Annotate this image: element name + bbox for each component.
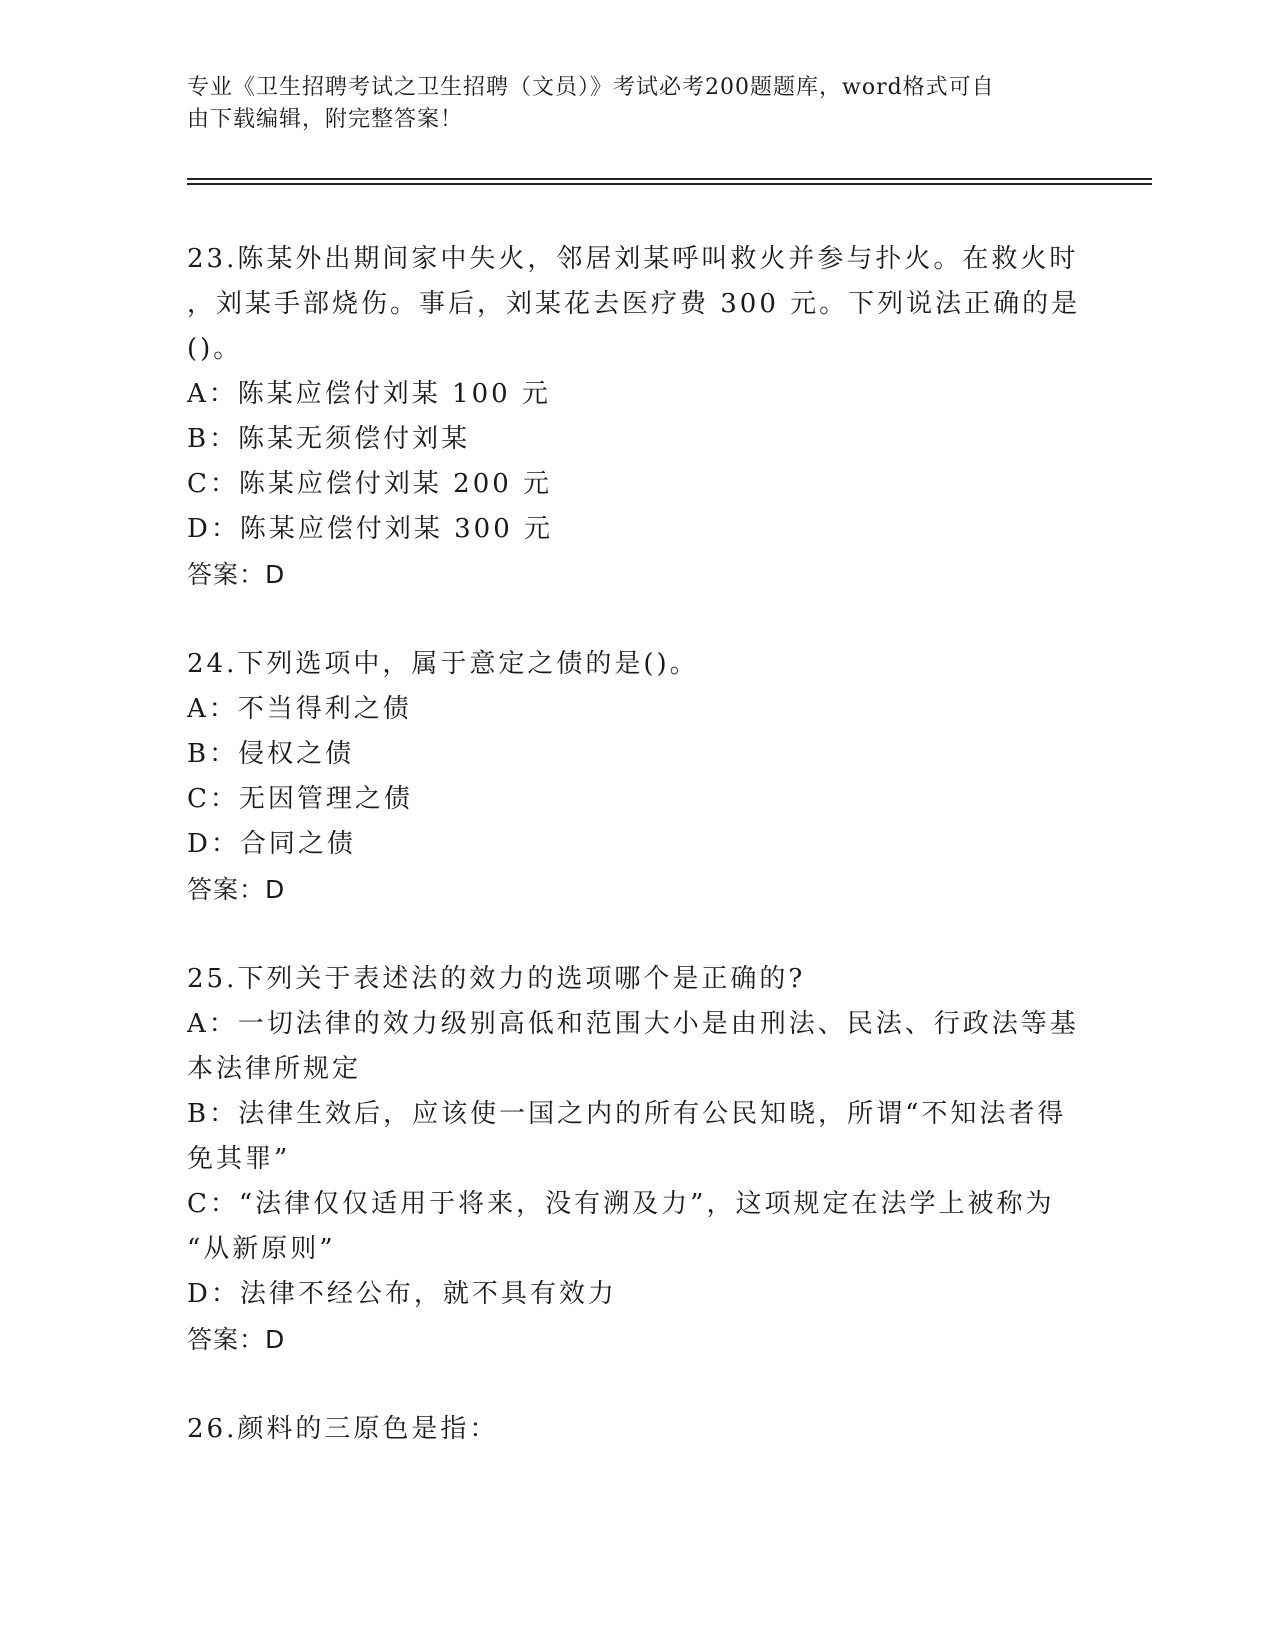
option-c: C：“法律仅仅适用于将来，没有溯及力”，这项规定在法学上被称为 [187, 1189, 1055, 1219]
option-d: D：法律不经公布，就不具有效力 [187, 1279, 617, 1309]
option-a: A：陈某应偿付刘某 100 元 [187, 379, 551, 409]
option-c: C：陈某应偿付刘某 200 元 [187, 469, 553, 499]
question-text: 25.下列关于表述法的效力的选项哪个是正确的? [187, 964, 806, 994]
question-block [187, 1407, 1077, 1452]
question-block [187, 237, 1081, 597]
option-b: B：陈某无须偿付刘某 [187, 424, 471, 454]
option-d: D：陈某应偿付刘某 300 元 [187, 514, 554, 544]
header-line: 由下载编辑，附完整答案！ [187, 107, 464, 132]
header-line: 专业《卫生招聘考试之卫生招聘（文员）》考试必考200题题库，word格式可自 [187, 75, 995, 100]
option-b: B：侵权之债 [187, 739, 355, 769]
header-divider [187, 183, 1152, 185]
option-a: A：一切法律的效力级别高低和范围大小是由刑法、民法、行政法等基 [187, 1009, 1079, 1039]
question-text: 26.颜料的三原色是指： [187, 1414, 499, 1444]
option-d: D：合同之债 [187, 829, 356, 859]
option-b: B：法律生效后，应该使一国之内的所有公民知晓，所谓“不知法者得 [187, 1099, 1067, 1129]
question-text: ()。 [187, 334, 243, 364]
answer-line: 答案：D [187, 875, 286, 904]
answer-line: 答案：D [187, 560, 286, 589]
question-block [187, 957, 1077, 1362]
question-block [187, 642, 1077, 912]
question-list [187, 237, 1081, 1452]
option-b-continued: 免其罪” [187, 1144, 291, 1174]
spacer [187, 912, 1077, 957]
option-c: C：无因管理之债 [187, 784, 413, 814]
answer-line: 答案：D [187, 1325, 286, 1354]
document-header [187, 72, 1077, 136]
option-a-continued: 本法律所规定 [187, 1054, 362, 1084]
question-text: 24.下列选项中，属于意定之债的是()。 [187, 649, 699, 679]
spacer [187, 1362, 1077, 1407]
option-a: A：不当得利之债 [187, 694, 412, 724]
option-c-continued: “从新原则” [187, 1234, 336, 1264]
header-divider [187, 178, 1152, 180]
question-text: 23.陈某外出期间家中失火，邻居刘某呼叫救火并参与扑火。在救火时 [187, 244, 1079, 274]
spacer [187, 597, 1077, 642]
question-text: ，刘某手部烧伤。事后，刘某花去医疗费 300 元。下列说法正确的是 [187, 289, 1081, 319]
